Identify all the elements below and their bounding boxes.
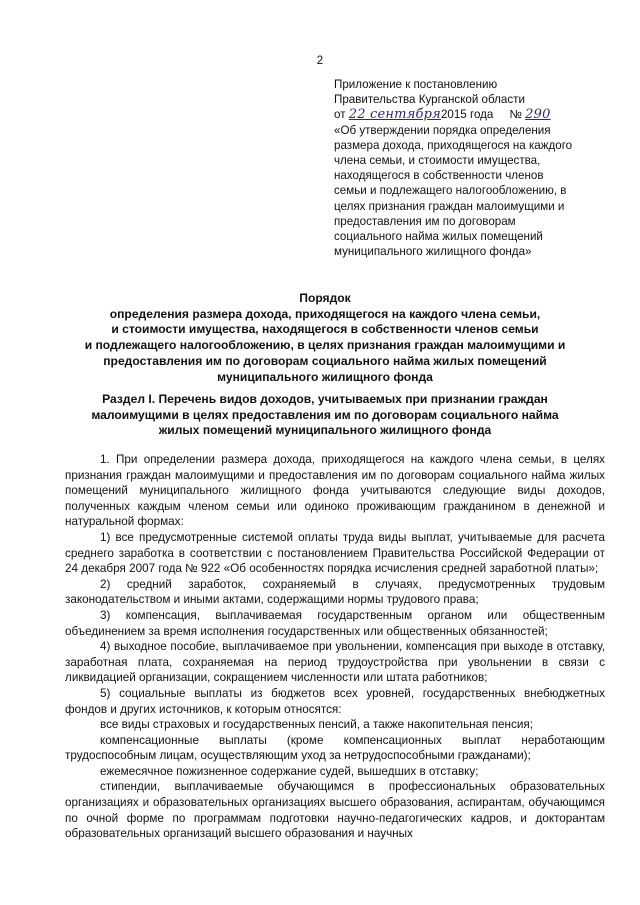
page-number: 2 [316,55,324,67]
appendix-date-line [334,107,606,122]
paragraph: 1) все предусмотренные системой оплаты труда виды выплат, учитываемые для расчета среднего заработка в соответствии с постановлением Правительства Российской Федерации от 24 декабря 2007 года № 922 «Об особенностях порядка исчисления средней заработной платы»; [65,530,605,576]
appendix-subject-line: размера дохода, приходящегося на каждого [334,138,573,152]
section-line: малоимущими в целях предоставления им по договорам социального найма [91,407,559,422]
section-line: Раздел I. Перечень видов доходов, учитываемых при признании граждан [102,392,548,406]
document-body [65,452,605,842]
title-line: определения размера дохода, приходящегося на каждого члена семьи, [109,306,541,321]
section-line: жилых помещений муниципального жилищного фонда [158,423,492,438]
title-line: и подлежащего налогообложению, в целях признания граждан малоимущими и [84,338,566,353]
document-title [70,291,580,385]
appendix-subject-line: социального найма жилых помещений [334,230,543,244]
appendix-line: Правительства Курганской области [334,93,525,107]
appendix-line: Приложение к постановлению [334,78,498,91]
paragraph: ежемесячное пожизненное содержание судей, вышедших в отставку; [100,764,479,778]
title-line: и стоимости имущества, находящегося в собственности членов семьи [111,322,539,337]
paragraph: все виды страховых и государственных пенсий, а также накопительная пенсия; [100,718,533,732]
appendix-subject-line: предоставления им по договорам [334,214,516,228]
paragraph: компенсационные выплаты (кроме компенсационных выплат неработающим трудоспособным лицам, осуществляющим уход за нетрудоспособными гражданами); [65,733,605,763]
appendix-subject-line: семьи и подлежащего налогообложению, в [334,184,567,198]
handwritten-number: 290 [525,107,551,123]
date-prefix: от [334,108,346,122]
title-heading: Порядок [299,291,351,305]
handwritten-date: 22 сентября [348,107,441,123]
appendix-block [334,77,606,259]
paragraph: 4) выходное пособие, выплачиваемое при увольнении, компенсация при выходе в отставку, заработная плата, сохраняемая на период трудоустройства при увольнении в связи с ликвидацией организации, сокращением численности или штата работников; [65,640,605,685]
appendix-subject-line: муниципального жилищного фонда» [334,245,532,259]
paragraph: 1. При определении размера дохода, приходящегося на каждого члена семьи, в целях признания граждан малоимущими и предоставления им по договорам социального найма жилых помещений муниципального жилищного фонда учитываются следующие виды доходов, полученных каждым членом семьи или одиноко проживающим гражданином в денежной и натуральной формах: [65,453,605,529]
date-year: 2015 года [440,108,494,122]
paragraph: стипендии, выплачиваемые обучающимся в профессиональных образовательных организациях и образовательных организациях высшего образования, аспирантам, обучающимся по очной форме по программам подготовки научно-педагогических кадров, и докторантам образовательных организаций высшего образования и научных [65,780,605,841]
appendix-subject-line: целях признания граждан малоимущими и [334,199,565,213]
title-line: муниципального жилищного фонда [217,369,433,384]
appendix-subject-line: находящегося в собственности членов [334,169,544,183]
paragraph: 5) социальные выплаты из бюджетов всех уровней, государственных внебюджетных фондов и других источников, к которым относятся: [65,686,605,716]
paragraph: 2) средний заработок, сохраняемый в случаях, предусмотренных трудовым законодательством и иными актами, содержащими нормы трудового права; [65,577,605,607]
appendix-subject-line: «Об утверждении порядка определения [334,123,551,137]
paragraph: 3) компенсация, выплачиваемая государственным органом или общественным объединением за время исполнения государственных или общественных обязанностей; [65,608,605,638]
section-heading [70,392,580,439]
appendix-subject-line: члена семьи, и стоимости имущества, [334,154,541,168]
number-prefix: № [509,108,522,122]
title-line: предоставления им по договорам социального найма жилых помещений [103,353,547,368]
